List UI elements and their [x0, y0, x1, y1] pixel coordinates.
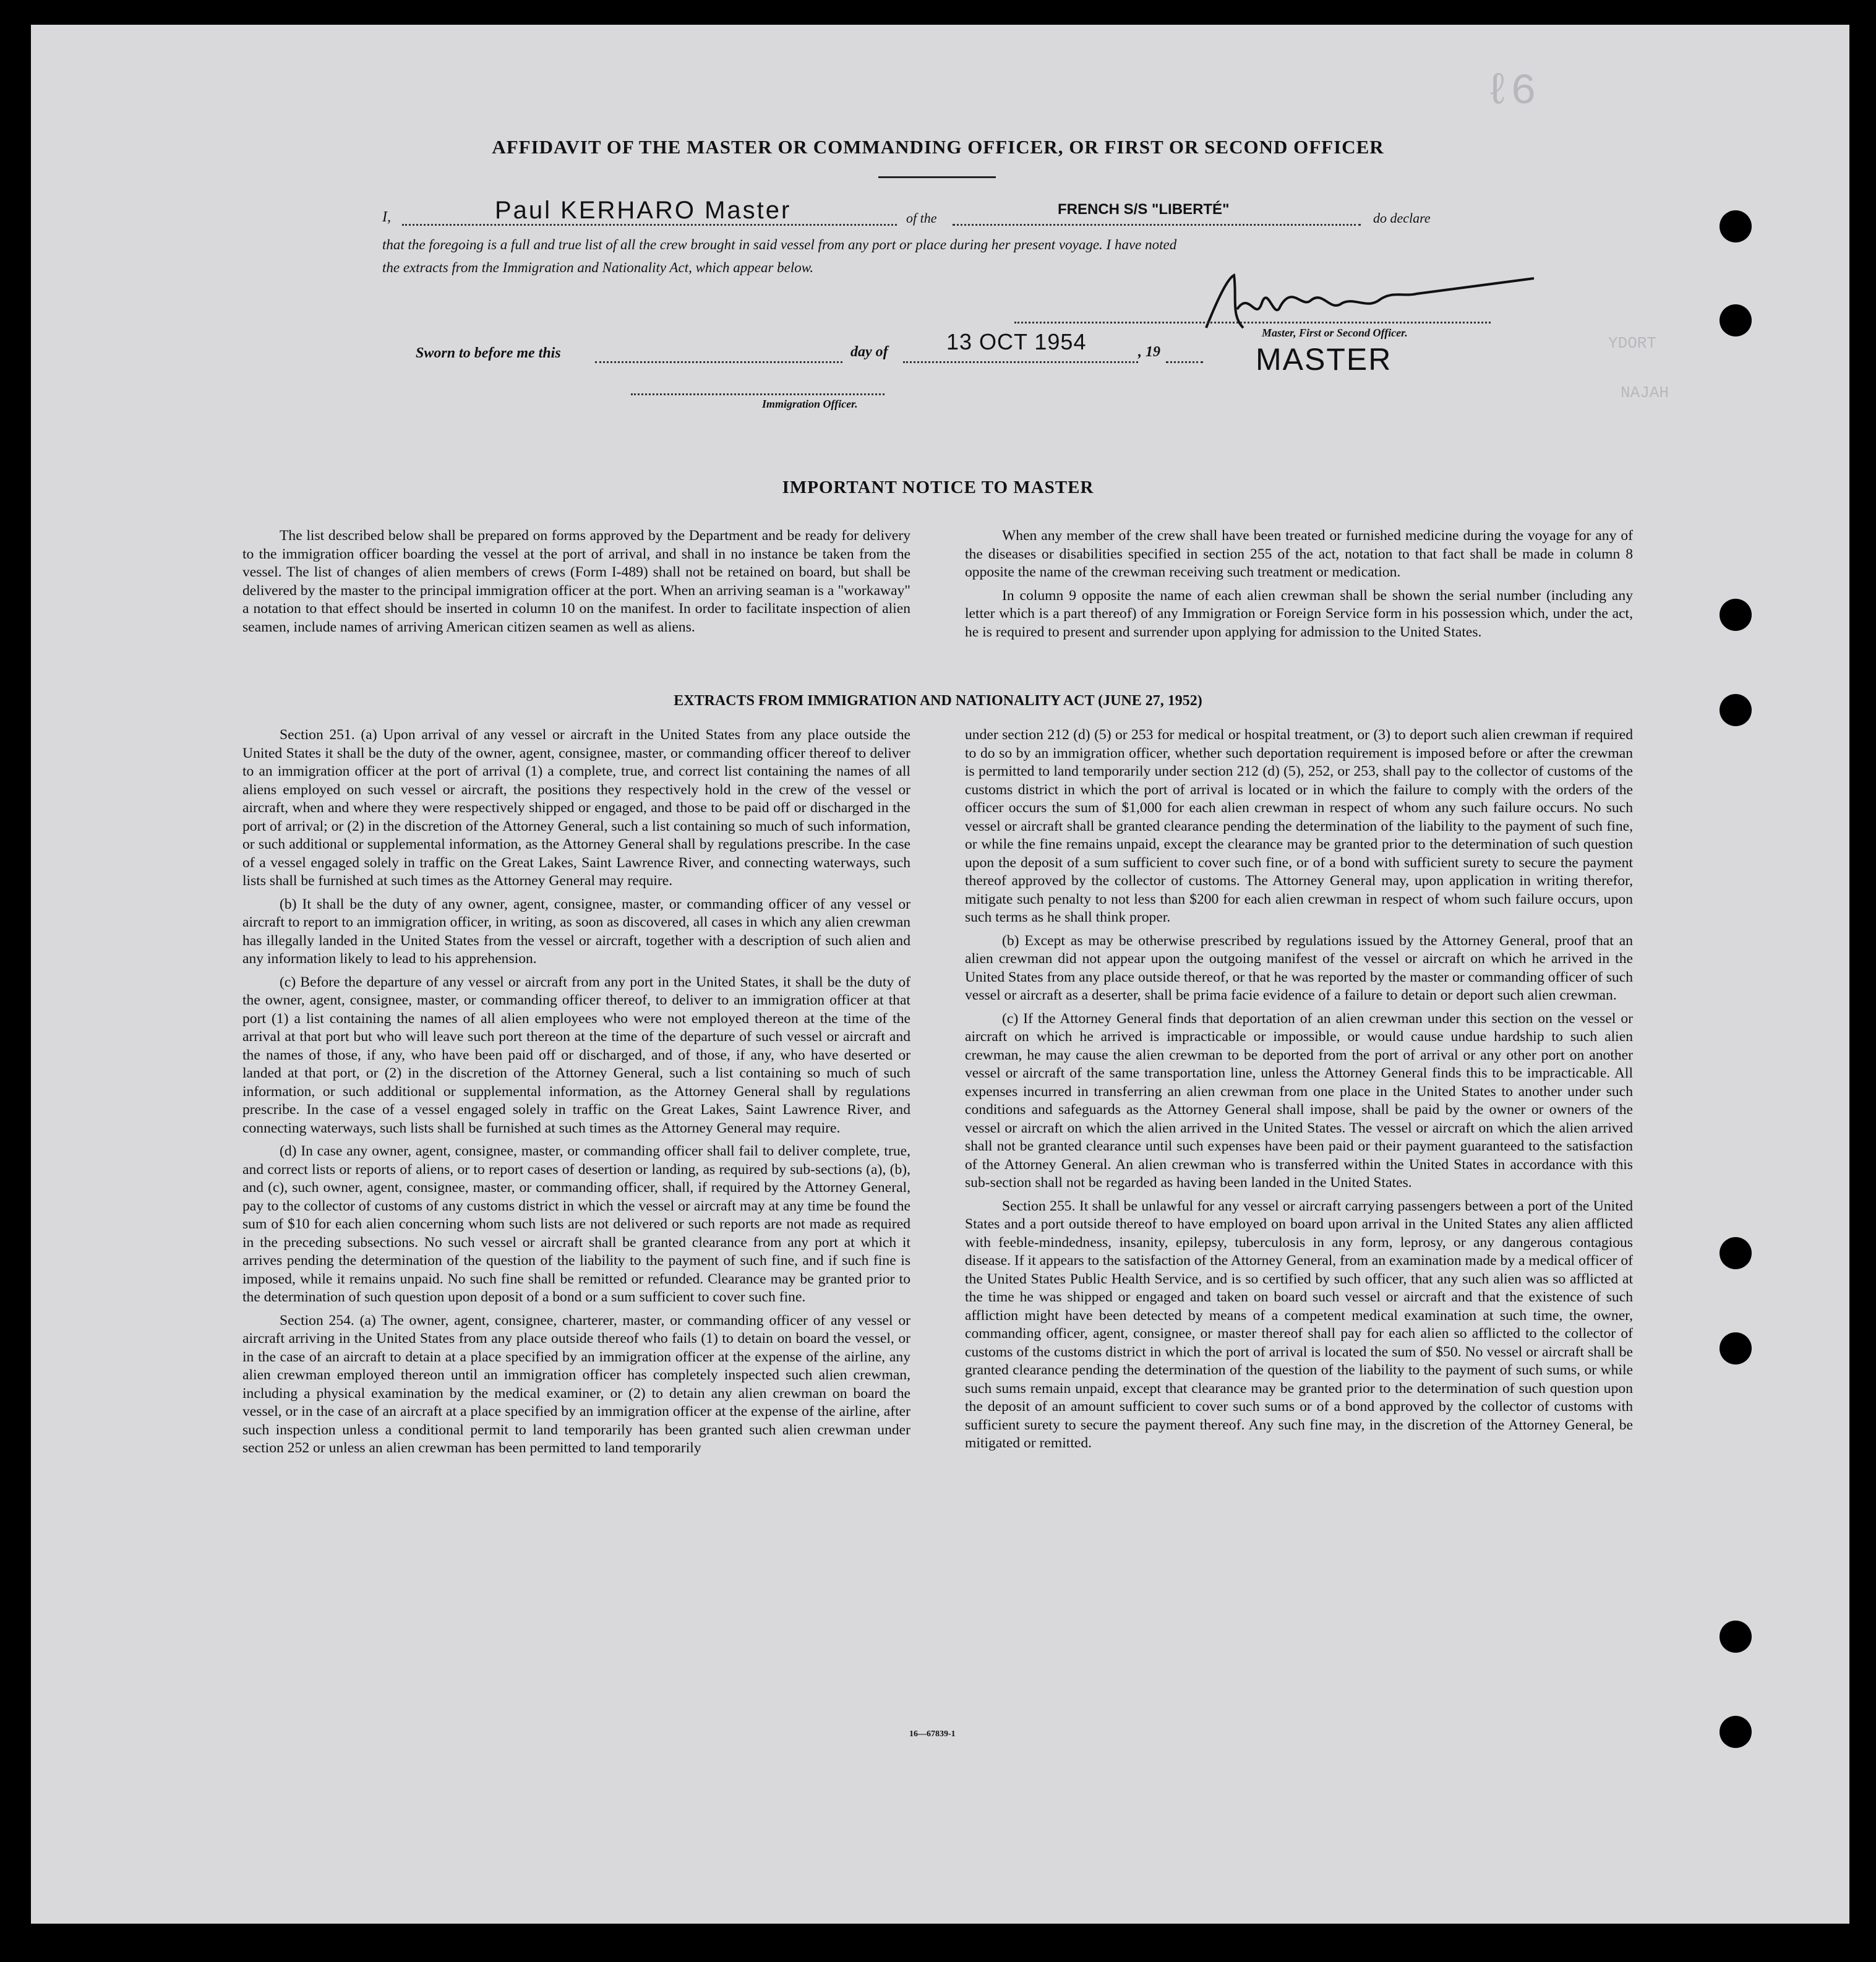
date-stamp: 13 OCT 1954 — [946, 329, 1087, 354]
extract-paragraph: (b) It shall be the duty of any owner, agent, consignee, master, or commanding officer of any vessel or aircraft to report to an immigration officer, in writing, as soon as discovered, all cases in which any alien crewman has illegally landed in the United States from the vessel or aircraft, together with a description of such alien and any information likely to lead to his apprehension. — [242, 896, 910, 967]
punch-hole — [1720, 1716, 1752, 1748]
affidavit-title: AFFIDAVIT OF THE MASTER OR COMMANDING OFFICER, OR FIRST OR SECOND OFFICER — [492, 136, 1384, 158]
title-underline — [878, 176, 996, 178]
reverse-side-bleed: NAJAH — [1621, 383, 1669, 402]
extract-paragraph: Section 254. (a) The owner, agent, consignee, charterer, master, or commanding officer of any vessel or aircraft arriving in the United States from any place outside thereof who fails (1) to detain on board the vessel, or in the case of an aircraft to detain at a place specified by an immigration officer at the expense of the airline, any alien crewman employed thereon until an immigration officer has completely inspected such alien crewman, including a physical examination by the medical examiner, or (2) to detain any alien crewman on board the vessel, or in the case of an aircraft at a place specified by an immigration officer at the expense of the airline, after such inspection unless a conditional permit to land temporarily has been granted such alien crewman under section 252 or unless an alien crewman has been permitted to land temporarily — [242, 1312, 910, 1456]
signature-caption: Master, First or Second Officer. — [1262, 327, 1408, 339]
day-of-label: day of — [850, 344, 888, 360]
notice-right-paragraph-2: In column 9 opposite the name of each alien crewman shall be shown the serial number (including any letter which is a part thereof) of any Immigration or Foreign Service form in his possession which, under the act, he is required to present and surrender upon applying for admission to the United States. — [965, 587, 1633, 640]
officer-caption: Immigration Officer. — [762, 398, 858, 410]
reverse-side-bleed: ℓ6 — [1484, 68, 1537, 117]
vessel-name: FRENCH S/S "LIBERTÉ" — [1058, 201, 1230, 218]
of-the-label: of the — [906, 210, 937, 226]
notice-right-column — [965, 527, 1633, 646]
extract-paragraph: (c) If the Attorney General finds that deportation of an alien crewman under this section on the vessel or aircraft on which he arrived is impracticable or impossible, or would cause undue hardship to such alien crewman, he may cause the alien crewman to be deported from the port of arrival or any other port on another vessel or aircraft of the same transportation line, unless the Attorney General finds this to be impracticable. All expenses incurred in transferring an alien crewman from one place in the United States to another under such conditions and safeguards as the Attorney General shall impose, shall be paid by the owner or owners of the vessel or aircraft on which the alien arrived in the United States. The vessel or aircraft on which the alien arrived shall not be granted clearance until such expenses have been paid or their payment guaranteed to the satisfaction of the Attorney General. An alien crewman who is transferred within the United States in accordance with this sub-section shall not be regarded as having been landed in the United States. — [965, 1010, 1633, 1191]
reverse-side-bleed: YDORT — [1608, 334, 1657, 353]
extract-paragraph: under section 212 (d) (5) or 253 for medical or hospital treatment, or (3) to deport such alien crewman if required to do so by an immigration officer, whether such deportation requirement is imposed before or after the crewman is permitted to land temporarily under section 212 (d) (5), 252, or 253, shall pay to the collector of customs of the customs district in which the port of arrival is located or in which the failure to comply with the orders of the officer occurs the sum of $1,000 for each alien crewman in respect of whom any such failure occurs. No such vessel or aircraft shall be granted clearance pending the determination of the liability to the payment of such fine, or while the fine remains unpaid, except the clearance may be granted prior to the determination of such question upon the deposit of a sum sufficient to cover such fine, or of a bond with sufficient surety to secure the payment thereof approved by the collector of customs. The Attorney General may, upon application in writing therefor, mitigate such penalty to not less than $200 for each alien crewman in respect of whom such failure occurs, upon such terms as he shall think proper. — [965, 727, 1633, 925]
extract-paragraph: (d) In case any owner, agent, consignee, master, or commanding officer shall fail to deliver complete, true, and correct lists or reports of aliens, or to report cases of desertion or landing, as required by sub-sections (a), (b), and (c), such owner, agent, consignee, master, or commanding officer, shall, if required by the Attorney General, pay to the collector of customs of any customs district in which the vessel or aircraft may at any time be found the sum of $10 for each alien concerning whom such lists are not delivered or such reports are not made as required in the preceding subsections. No such vessel or aircraft shall be granted clearance from any port at which it arrives pending the determination of the question of the liability to the payment of such fine, and if such fine is imposed, while it remains unpaid. No such fine shall be remitted or refunded. Clearance may be granted prior to the determination of such question upon deposit of a bond or a sum sufficient to cover such fine. — [242, 1143, 910, 1305]
year-line — [1166, 361, 1203, 363]
vessel-line — [953, 224, 1361, 226]
punch-hole — [1720, 1621, 1752, 1653]
date-line — [903, 361, 1138, 363]
notice-left-column — [242, 527, 910, 641]
extract-paragraph: (c) Before the departure of any vessel or aircraft from any port in the United States, it shall be the duty of the owner, agent, consignee, master, or commanding officer thereof, to deliver to an immigration officer at that port (1) a list containing the names of all alien employees who were not employed thereon at the time of the arrival at that port but who will leave such port thereon at the time of the departure of such vessel or aircraft and the names of those, if any, who have been paid off or discharged, and of those, if any, who have deserted or landed at that port, or (2) in the discretion of the Attorney General, such a list containing so much of such information, or such additional or supplemental information, as the Attorney General shall by regulations prescribe. In the case of a vessel engaged solely in traffic on the Great Lakes, Saint Lawrence River, and connecting waterways, such lists shall be furnished at such times as the Attorney General may require. — [242, 974, 910, 1136]
extract-paragraph: (b) Except as may be otherwise prescribed by regulations issued by the Attorney General, proof that an alien crewman did not appear upon the outgoing manifest of the vessel or aircraft on which he arrived in the United States from any place outside thereof, or that he was reported by the master or commanding officer of such vessel or aircraft as a deserter, shall be prima facie evidence of a failure to detain or deport such alien crewman. — [965, 932, 1633, 1003]
extract-paragraph: Section 255. It shall be unlawful for any vessel or aircraft carrying passengers between a port of the United States and a port outside thereof to have employed on board upon arrival in the United States any alien afflicted with feeble-mindedness, insanity, epilepsy, tuberculosis in any form, leprosy, or any dangerous contagious disease. If it appears to the satisfaction of the Attorney General, from an examination made by a medical officer of the United States Public Health Service, and is so certified by such officer, that any such alien was so afflicted at the time he was shipped or engaged and taken on board such vessel or aircraft and that the existence of such affliction might have been detected by means of a competent medical examination at such time, the owner, commanding officer, agent, consignee, or master thereof shall pay for each alien so afflicted to the collector of customs of the customs district in which the port of arrival is located the sum of $50. No vessel or aircraft shall be granted clearance pending the determination of the question of the liability to the payment of such sums, or while such sums remain unpaid, except that clearance may be granted prior to the determination of such question upon the deposit of an amount sufficient to cover such sums or of a bond approved by the collector of customs with sufficient surety to secure the payment thereof. Any such fine may, in the discretion of the Attorney General, be mitigated or remitted. — [965, 1197, 1633, 1451]
officer-line — [631, 393, 884, 395]
extracts-right-column — [965, 726, 1633, 1458]
sworn-label: Sworn to before me this — [416, 345, 561, 361]
declaration-line-1: that the foregoing is a full and true list of all the crew brought in said vessel from any port or place during her present voyage. I have noted — [382, 237, 1177, 252]
master-name: Paul KERHARO Master — [495, 197, 792, 224]
punch-hole — [1720, 599, 1752, 631]
punch-hole — [1720, 304, 1752, 336]
extract-paragraph: Section 251. (a) Upon arrival of any vessel or aircraft in the United States from any place outside the United States it shall be the duty of the owner, agent, consignee, master, or commanding officer thereof to deliver to an immigration officer at the port of arrival (1) a complete, true, and correct list containing the names of all aliens employed on such vessel or aircraft, the positions they respectively hold in the crew of the vessel or aircraft, when and where they were respectively shipped or engaged, and those to be paid off or discharged in the port of arrival; or (2) in the discretion of the Attorney General, such a list containing so much of such information, or such additional or supplemental information, as the Attorney General shall by regulations prescribe. In the case of a vessel engaged solely in traffic on the Great Lakes, Saint Lawrence River, and connecting waterways, such lists shall be furnished at such times as the Attorney General may require. — [242, 727, 910, 889]
i-label: I, — [382, 209, 391, 225]
declaration-line-2: the extracts from the Immigration and Nationality Act, which appear below. — [382, 260, 814, 275]
form-number: 16—67839-1 — [909, 1729, 956, 1739]
notice-title: IMPORTANT NOTICE TO MASTER — [782, 478, 1094, 497]
sworn-line — [595, 361, 842, 363]
year-label: , 19 — [1138, 344, 1160, 360]
punch-hole — [1720, 1237, 1752, 1269]
extracts-title: EXTRACTS FROM IMMIGRATION AND NATIONALITY ACT (JUNE 27, 1952) — [674, 693, 1202, 709]
rank-stamp: MASTER — [1256, 342, 1392, 377]
do-declare-label: do declare — [1373, 210, 1431, 226]
extracts-left-column — [242, 726, 910, 1463]
notice-left-paragraph: The list described below shall be prepared on forms approved by the Department and be ready for delivery to the immigration officer boarding the vessel at the port of arrival, and shall in no instance be taken from the vessel. The list of changes of alien members of crews (Form I-489) shall not be retained on board, but shall be delivered by the master to the principal immigration officer at the port. When an arriving seaman is a "workaway" a notation to that effect should be inserted in column 10 on the manifest. In order to facilitate inspection of alien seamen, include names of arriving American citizen seamen as well as aliens. — [242, 528, 910, 635]
signature-line — [1014, 322, 1491, 323]
punch-hole — [1720, 1332, 1752, 1364]
notice-right-paragraph-1: When any member of the crew shall have been treated or furnished medicine during the voyage for any of the diseases or disabilities specified in section 255 of the act, notation to that fact shall be made in column 8 opposite the name of the crewman receiving such treatment or medication. — [965, 528, 1633, 580]
punch-hole — [1720, 210, 1752, 242]
